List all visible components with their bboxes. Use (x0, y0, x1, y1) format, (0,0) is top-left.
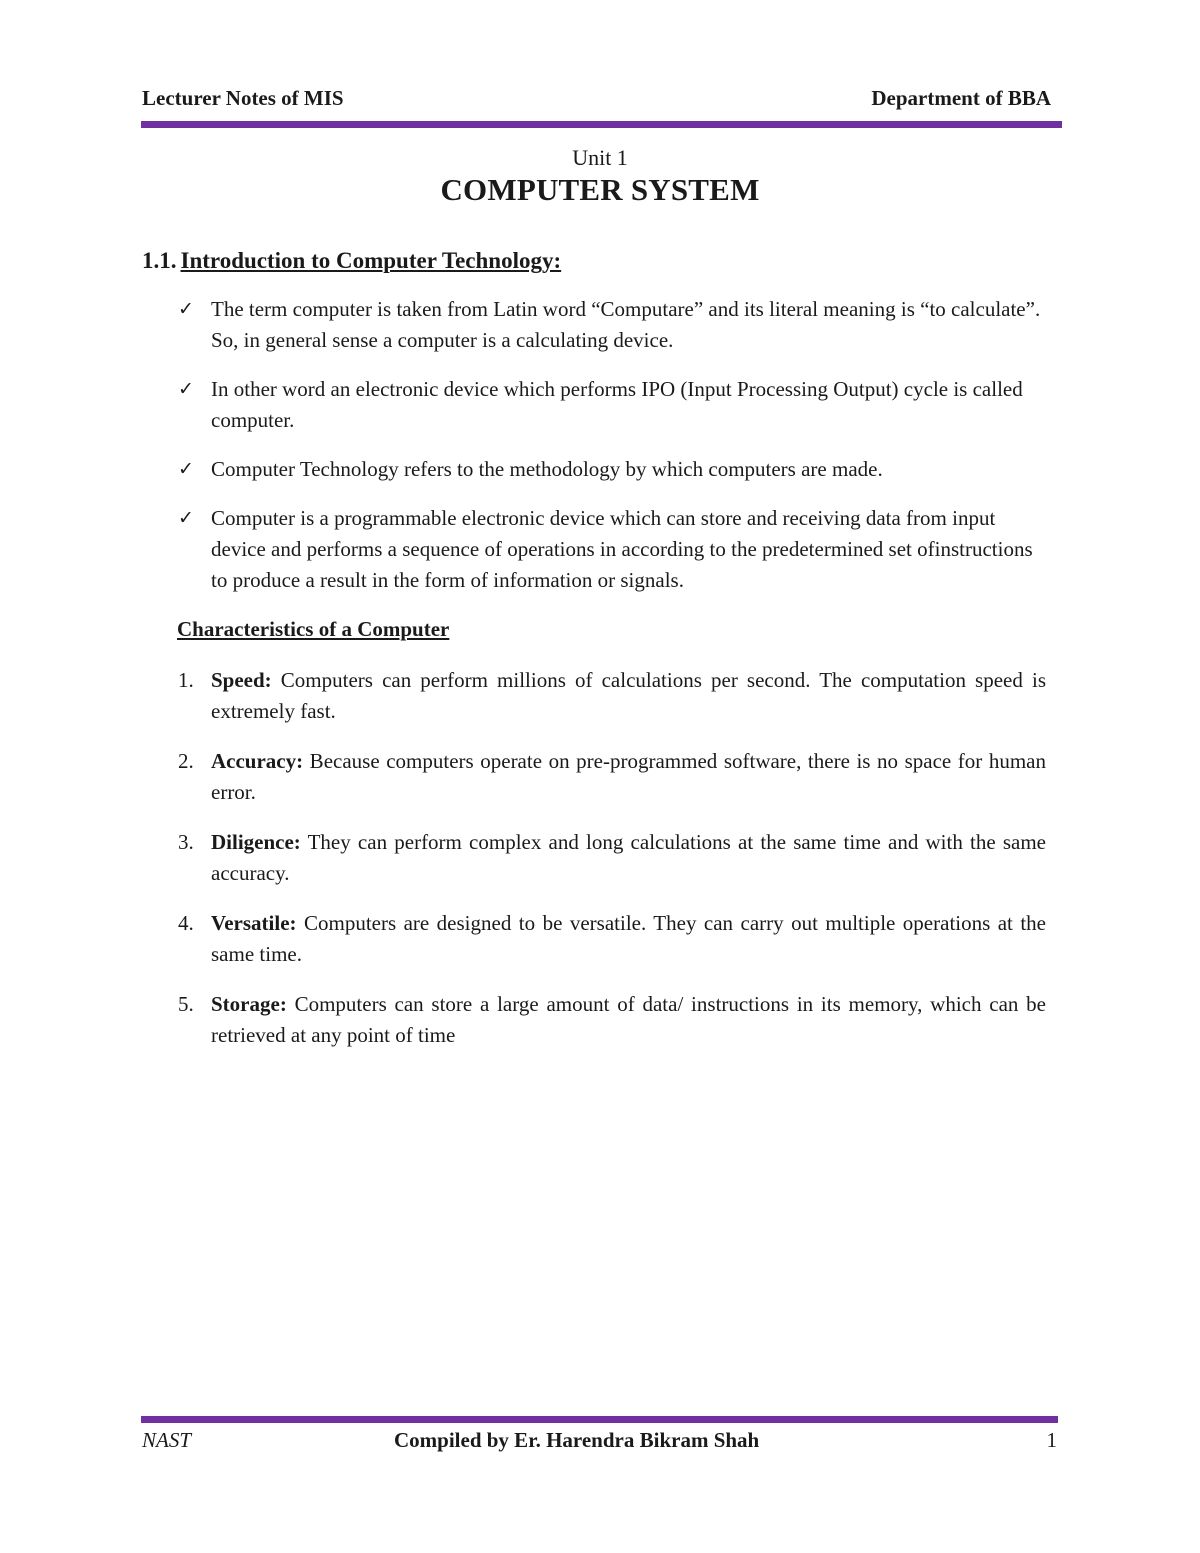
item-term: Accuracy: (211, 749, 304, 773)
page-footer (141, 1428, 1059, 1458)
header-course-title: Lecturer Notes of MIS (142, 86, 344, 110)
intro-bullet-list (178, 294, 1046, 614)
check-icon: ✓ (178, 458, 194, 480)
item-number: 1. (178, 668, 194, 692)
characteristics-list (178, 665, 1046, 1070)
check-icon: ✓ (178, 298, 194, 320)
section-number: 1.1. (142, 248, 177, 273)
bullet-text: Computer is a programmable electronic device which can store and receiving data from input device and performs a sequence of operations in according to the predetermined set ofinstructions to produce a result in the form of information or signals. (211, 506, 1033, 592)
item-number: 3. (178, 830, 194, 854)
item-term: Storage: (211, 992, 287, 1016)
item-term: Diligence: (211, 830, 301, 854)
check-icon: ✓ (178, 507, 194, 529)
list-item (178, 665, 1046, 727)
list-item (178, 989, 1046, 1051)
item-number: 4. (178, 911, 194, 935)
list-item (178, 827, 1046, 889)
page-number: 1 (1046, 1428, 1057, 1452)
section-title: Introduction to Computer Technology: (180, 248, 562, 273)
unit-label: Unit 1 (572, 145, 628, 170)
list-item (178, 454, 1046, 485)
header-department: Department of BBA (871, 86, 1051, 110)
page-title: COMPUTER SYSTEM (440, 172, 760, 207)
footer-author: Compiled by Er. Harendra Bikram Shah (394, 1428, 760, 1452)
item-text: Because computers operate on pre-programmed software, there is no space for human error. (211, 749, 1046, 804)
list-item (178, 374, 1046, 436)
item-number: 2. (178, 749, 194, 773)
section-heading (142, 248, 561, 274)
item-number: 5. (178, 992, 194, 1016)
check-icon: ✓ (178, 378, 194, 400)
item-term: Speed: (211, 668, 272, 692)
item-text: They can perform complex and long calculations at the same time and with the same accuracy. (211, 830, 1046, 885)
list-item (178, 746, 1046, 808)
list-item (178, 503, 1046, 596)
item-term: Versatile: (211, 911, 297, 935)
list-item (178, 908, 1046, 970)
item-text: Computers can perform millions of calculations per second. The computation speed is extremely fast. (211, 668, 1046, 723)
characteristics-heading: Characteristics of a Computer (177, 617, 450, 641)
bullet-text: In other word an electronic device which performs IPO (Input Processing Output) cycle is called computer. (211, 377, 1023, 432)
bullet-text: Computer Technology refers to the methodology by which computers are made. (211, 457, 883, 481)
item-text: Computers are designed to be versatile. They can carry out multiple operations at the same time. (211, 911, 1046, 966)
header-divider (141, 121, 1062, 128)
list-item (178, 294, 1046, 356)
bullet-text: The term computer is taken from Latin word “Computare” and its literal meaning is “to calculate”. So, in general sense a computer is a calculating device. (211, 297, 1041, 352)
page-header (141, 86, 1059, 116)
footer-institution: NAST (142, 1428, 192, 1452)
item-text: Computers can store a large amount of data/ instructions in its memory, which can be retrieved at any point of time (211, 992, 1046, 1047)
footer-divider (141, 1416, 1058, 1423)
